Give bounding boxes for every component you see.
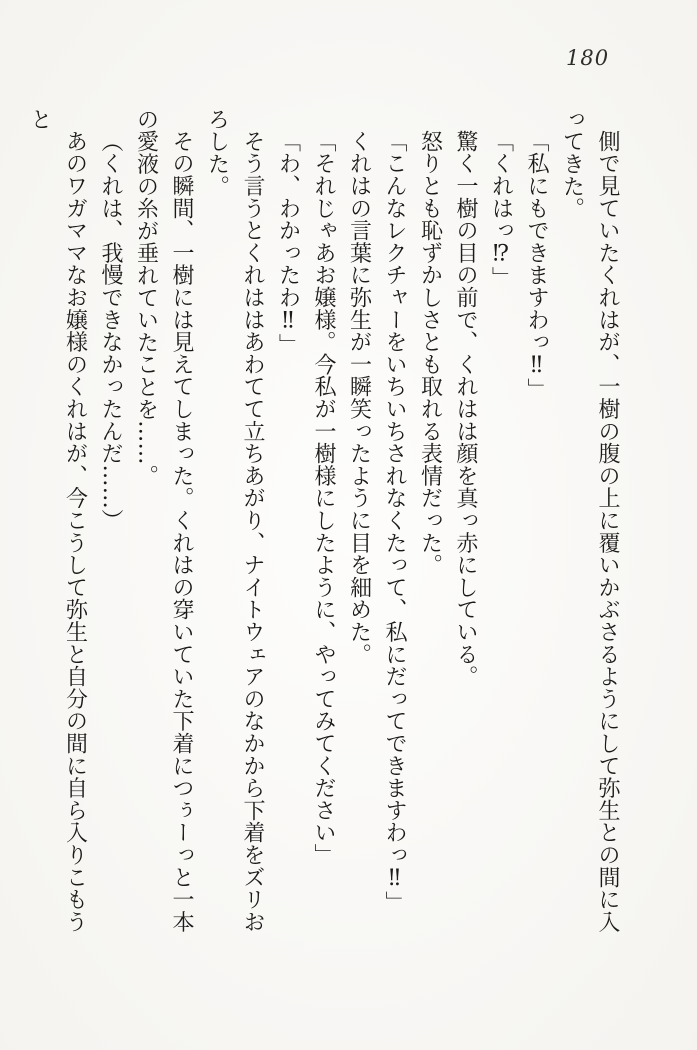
page-number: 180: [566, 46, 610, 70]
paragraph: 側で見ていたくれはが、一樹の腹の上に覆いかぶさるようにして弥生との間に入ってきた。: [559, 108, 620, 933]
paragraph: その瞬間、一樹には見えてしまった。くれはの穿いていた下着につぅーっと一本の愛液の糸が垂れていたことを……。: [133, 108, 194, 933]
paragraph: そう言うとくれははあわてて立ちあがり、ナイトウェアのなかから下着をズリおろした。: [204, 108, 265, 933]
paragraph: あのワガママなお嬢様のくれはが、今こうして弥生と自分の間に自ら入りこもうと: [27, 108, 88, 933]
paragraph: 「それじゃあお嬢様。今私が一樹様にしたように、やってみてください」: [311, 130, 336, 866]
paragraph: 「くれはっ⁉」: [488, 130, 514, 290]
paragraph: 「わ、わかったわ‼」: [275, 130, 301, 356]
paragraph: 怒りとも恥ずかしさとも取れる表情だった。: [417, 130, 443, 576]
paragraph: 驚く一樹の目の前で、くれはは顔を真っ赤にしている。: [453, 130, 478, 688]
paragraph: くれはの言葉に弥生が一瞬笑ったように目を細めた。: [346, 130, 372, 666]
paragraph: （くれは、我慢できなかったんだ……）: [98, 130, 123, 532]
paragraph: 「こんなレクチャーをいちいちされなくたって、私にだってできますわっ‼」: [382, 130, 407, 914]
paragraph: 「私にもできますわっ‼」: [524, 130, 549, 401]
text-block: [22, 108, 626, 948]
